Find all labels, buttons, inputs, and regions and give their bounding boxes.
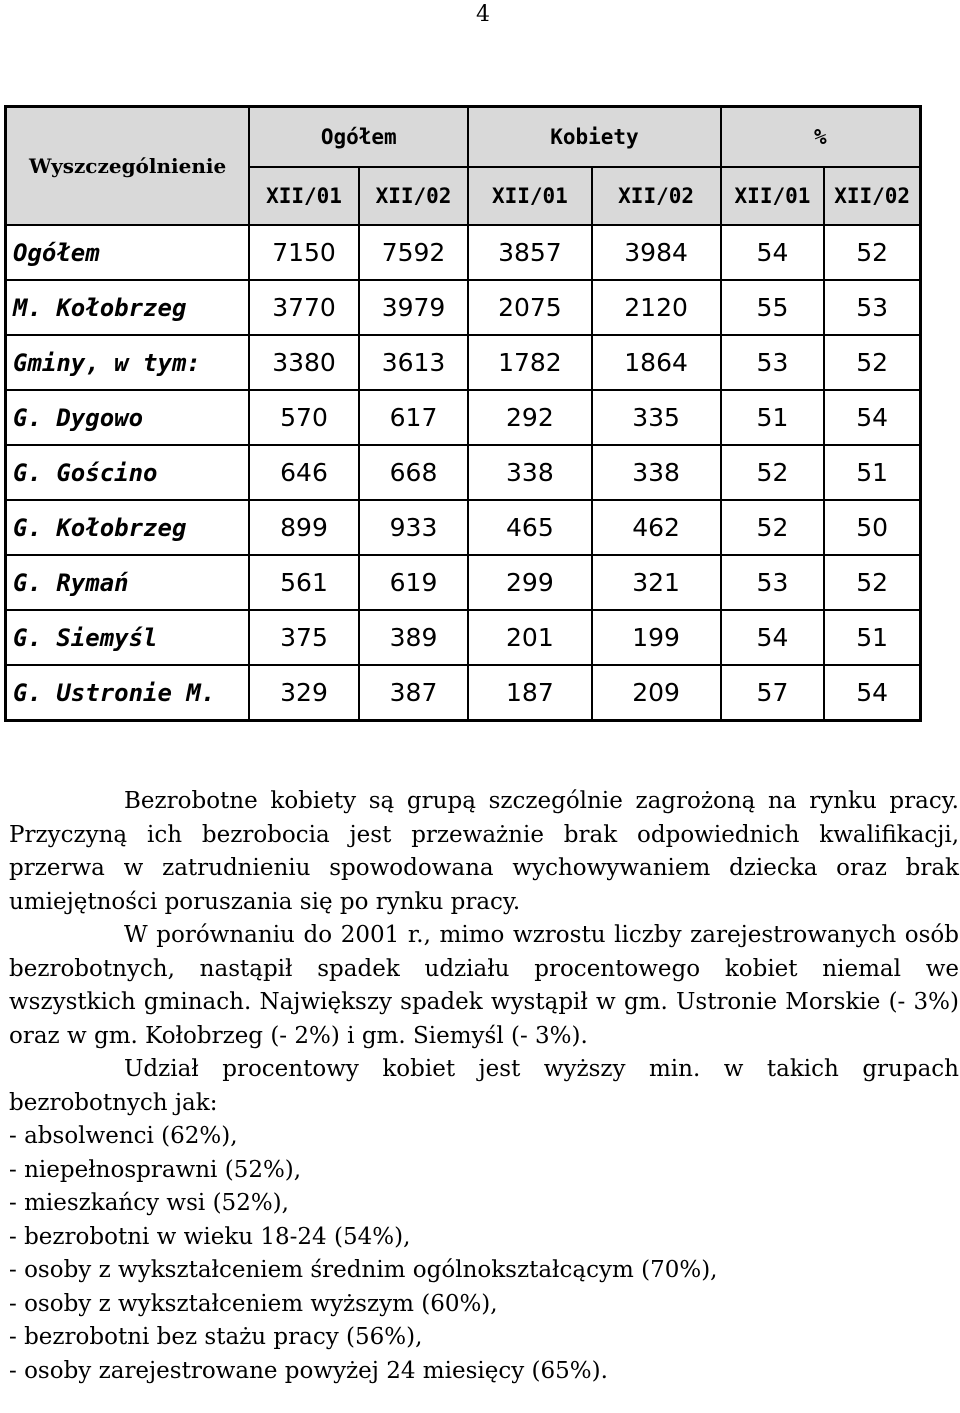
subheader: XII/02 (824, 167, 920, 225)
cell-value: 52 (721, 445, 825, 500)
unemployment-table (4, 105, 922, 722)
page-number: 4 (476, 2, 490, 27)
cell-value: 1864 (592, 335, 721, 390)
cell-value: 933 (359, 500, 468, 555)
cell-value: 55 (721, 280, 825, 335)
table-row (6, 445, 920, 500)
cell-value: 335 (592, 390, 721, 445)
cell-value: 54 (824, 665, 920, 720)
cell-value: 2120 (592, 280, 721, 335)
cell-value: 375 (249, 610, 358, 665)
cell-value: 53 (721, 335, 825, 390)
list-item: - absolwenci (62%), (9, 1123, 238, 1149)
cell-value: 52 (824, 555, 920, 610)
list-item: - osoby z wykształceniem średnim ogólnokształcącym (70%), (9, 1257, 718, 1283)
table-row (6, 390, 920, 445)
table-row (6, 555, 920, 610)
cell-value: 52 (824, 335, 920, 390)
cell-value: 3857 (468, 225, 591, 280)
row-name: G. Dygowo (6, 390, 249, 445)
cell-value: 187 (468, 665, 591, 720)
cell-value: 646 (249, 445, 358, 500)
table-row (6, 225, 920, 280)
group-header-ogolem: Ogółem (249, 107, 468, 167)
row-name: G. Kołobrzeg (6, 500, 249, 555)
paragraph: Bezrobotne kobiety są grupą szczególnie zagrożoną na rynku pracy. Przyczyną ich bezrobocia jest przeważnie brak odpowiednich kwalifikacji, przerwa w zatrudnieniu spowodowana wychowywaniem dziecka oraz brak umiejętności poruszania się po rynku pracy. (9, 788, 959, 915)
group-header-percent: % (721, 107, 920, 167)
row-name: Ogółem (6, 225, 249, 280)
paragraph: Udział procentowy kobiet jest wyższy min. w takich grupach bezrobotnych jak: (9, 1056, 959, 1116)
list-item: - osoby z wykształceniem wyższym (60%), (9, 1290, 498, 1317)
cell-value: 321 (592, 555, 721, 610)
cell-value: 338 (468, 445, 591, 500)
cell-value: 52 (721, 500, 825, 555)
cell-value: 57 (721, 665, 825, 720)
list-item: - bezrobotni bez stażu pracy (56%), (9, 1324, 423, 1350)
list-item: - bezrobotni w wieku 18-24 (54%), (9, 1223, 411, 1250)
cell-value: 561 (249, 555, 358, 610)
row-name: G. Siemyśl (6, 610, 249, 665)
cell-value: 3979 (359, 280, 468, 335)
cell-value: 7592 (359, 225, 468, 280)
cell-value: 209 (592, 665, 721, 720)
cell-value: 570 (249, 390, 358, 445)
cell-value: 53 (721, 555, 825, 610)
cell-value: 465 (468, 500, 591, 555)
cell-value: 7150 (249, 225, 358, 280)
cell-value: 199 (592, 610, 721, 665)
list-item: - osoby zarejestrowane powyżej 24 miesięcy (65%). (9, 1357, 608, 1384)
cell-value: 619 (359, 555, 468, 610)
cell-value: 54 (721, 610, 825, 665)
cell-value: 51 (721, 390, 825, 445)
cell-value: 389 (359, 610, 468, 665)
table-row (6, 500, 920, 555)
cell-value: 338 (592, 445, 721, 500)
subheader: XII/02 (592, 167, 721, 225)
cell-value: 3380 (249, 335, 358, 390)
cell-value: 462 (592, 500, 721, 555)
cell-value: 3770 (249, 280, 358, 335)
group-list (9, 1120, 959, 1388)
cell-value: 617 (359, 390, 468, 445)
cell-value: 899 (249, 500, 358, 555)
cell-value: 54 (721, 225, 825, 280)
cell-value: 51 (824, 445, 920, 500)
cell-value: 292 (468, 390, 591, 445)
row-header-label: Wyszczególnienie (6, 107, 249, 225)
table-row (6, 665, 920, 720)
cell-value: 329 (249, 665, 358, 720)
row-name: M. Kołobrzeg (6, 280, 249, 335)
cell-value: 50 (824, 500, 920, 555)
cell-value: 387 (359, 665, 468, 720)
row-name: G. Rymań (6, 555, 249, 610)
table-row (6, 610, 920, 665)
cell-value: 54 (824, 390, 920, 445)
cell-value: 51 (824, 610, 920, 665)
cell-value: 668 (359, 445, 468, 500)
cell-value: 52 (824, 225, 920, 280)
list-item: - mieszkańcy wsi (52%), (9, 1190, 289, 1216)
row-name: G. Ustronie M. (6, 665, 249, 720)
cell-value: 2075 (468, 280, 591, 335)
row-name: Gminy, w tym: (6, 335, 249, 390)
body-text (9, 785, 959, 1388)
group-header-kobiety: Kobiety (468, 107, 720, 167)
subheader: XII/01 (468, 167, 591, 225)
cell-value: 3613 (359, 335, 468, 390)
table-row (6, 335, 920, 390)
cell-value: 53 (824, 280, 920, 335)
subheader: XII/01 (249, 167, 358, 225)
subheader: XII/01 (721, 167, 825, 225)
list-item: - niepełnosprawni (52%), (9, 1156, 302, 1183)
paragraph: W porównaniu do 2001 r., mimo wzrostu liczby zarejestrowanych osób bezrobotnych, nastąpił spadek udziału procentowego kobiet niemal we wszystkich gminach. Największy spadek wystąpił w gm. Ustronie Morskie (- 3%) oraz w gm. Kołobrzeg (- 2%) i gm. Siemyśl (- 3%). (9, 922, 959, 1049)
cell-value: 299 (468, 555, 591, 610)
cell-value: 3984 (592, 225, 721, 280)
subheader: XII/02 (359, 167, 468, 225)
row-name: G. Gościno (6, 445, 249, 500)
cell-value: 201 (468, 610, 591, 665)
cell-value: 1782 (468, 335, 591, 390)
table-row (6, 280, 920, 335)
